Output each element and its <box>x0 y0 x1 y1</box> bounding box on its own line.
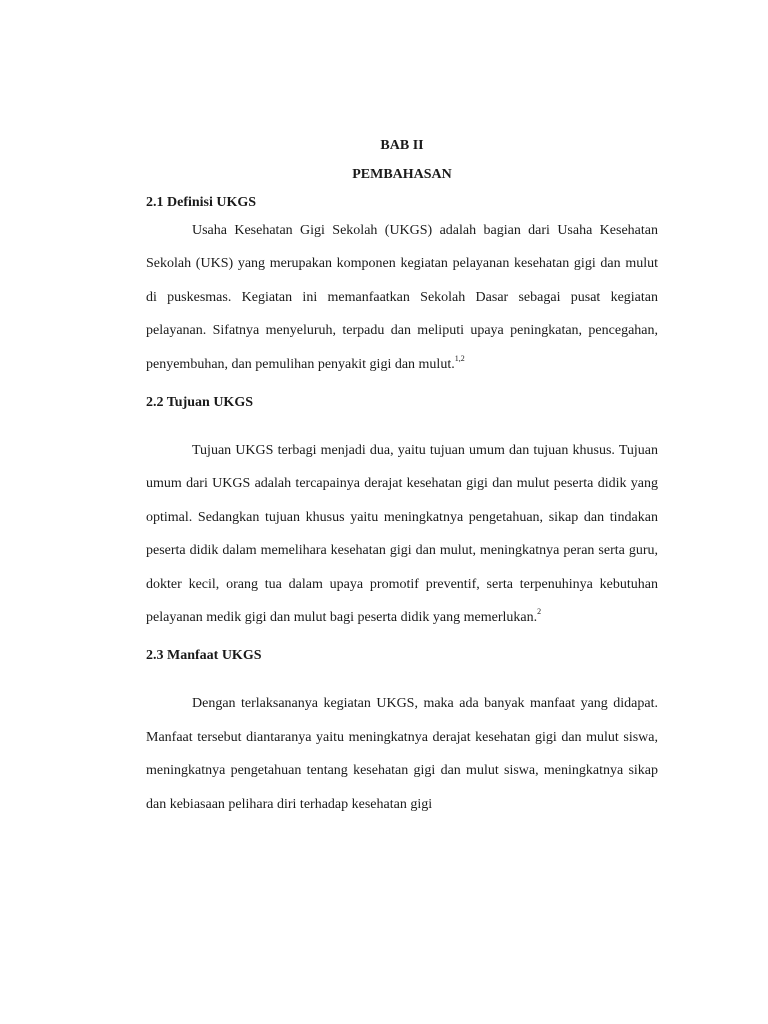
document-page <box>146 136 658 821</box>
section-paragraph-definisi <box>146 214 658 381</box>
paragraph-text: Usaha Kesehatan Gigi Sekolah (UKGS) adalah bagian dari Usaha Kesehatan Sekolah (UKS) yang merupakan komponen kegiatan pelayanan kesehatan gigi dan mulut di puskesmas. Kegiatan ini memanfaatkan Sekolah Dasar sebagai pusat kegiatan pelayanan. Sifatnya menyeluruh, terpadu dan meliputi upaya peningkatan, pencegahan, penyembuhan, dan pemulihan penyakit gigi dan mulut. <box>146 223 658 372</box>
citation-superscript: 2 <box>537 607 542 617</box>
section-heading-manfaat: 2.3 Manfaat UKGS <box>146 648 262 664</box>
chapter-number: BAB II <box>380 138 424 153</box>
paragraph-text: Dengan terlaksananya kegiatan UKGS, maka ada banyak manfaat yang didapat. Manfaat tersebut diantaranya yaitu meningkatnya derajat kesehatan gigi dan mulut siswa, meningkatnya pengetahuan tentang kesehatan gigi dan mulut siswa, meningkatnya sikap dan kebiasaan pelihara diri terhadap kesehatan gigi <box>146 696 658 812</box>
section-paragraph-tujuan <box>146 434 658 634</box>
section-heading-tujuan: 2.2 Tujuan UKGS <box>146 395 253 411</box>
chapter-title: PEMBAHASAN <box>352 167 452 182</box>
section-paragraph-manfaat <box>146 687 658 821</box>
citation-superscript: 1,2 <box>454 353 465 363</box>
section-heading-definisi: 2.1 Definisi UKGS <box>146 195 257 210</box>
paragraph-text: Tujuan UKGS terbagi menjadi dua, yaitu tujuan umum dan tujuan khusus. Tujuan umum dari UKGS adalah tercapainya derajat kesehatan gigi dan mulut peserta didik yang optimal. Sedangkan tujuan khusus yaitu meningkatnya pengetahuan, sikap dan tindakan peserta didik dalam memelihara kesehatan gigi dan mulut, meningkatnya peran serta guru, dokter kecil, orang tua dalam upaya promotif preventif, serta terpenuhinya kebutuhan pelayanan medik gigi dan mulut bagi peserta didik yang memerlukan. <box>146 443 658 626</box>
